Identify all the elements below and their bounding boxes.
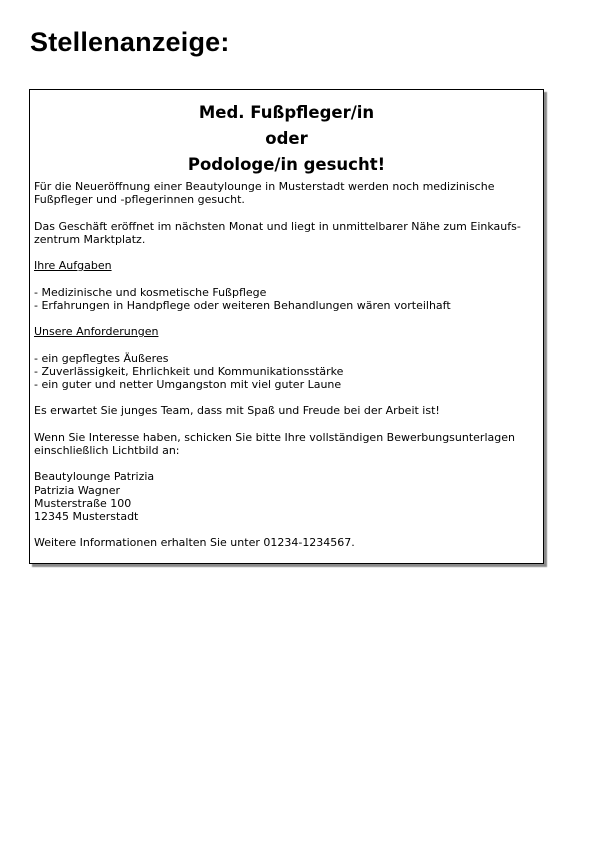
page-heading: Stellenanzeige: [30, 27, 230, 57]
address-line: Beautylounge Patrizia [34, 470, 155, 484]
list-item: - Medizinische und kosmetische Fußpflege [34, 285, 267, 299]
intro-paragraph [34, 180, 539, 206]
address-line: Patrizia Wagner [34, 483, 120, 497]
ad-title [30, 100, 543, 178]
text-line: zentrum Marktplatz. [34, 232, 146, 246]
list-item: - ein gepflegtes Äußeres [34, 351, 169, 365]
address-line: Musterstraße 100 [34, 496, 132, 510]
ad-title-line: Podologe/in gesucht! [187, 155, 386, 174]
job-ad-box [29, 89, 544, 564]
ad-title-line: Med. Fußpfleger/in [198, 103, 375, 122]
application-paragraph [34, 431, 539, 457]
text-line: einschließlich Lichtbild an: [34, 443, 180, 457]
list-item: - Zuverlässigkeit, Ehrlichkeit und Kommunikationsstärke [34, 364, 344, 378]
contact-paragraph [34, 536, 539, 549]
address-line: 12345 Musterstadt [34, 509, 139, 523]
requirements-list [34, 352, 539, 392]
requirements-heading: Unsere Anforderungen [34, 325, 159, 339]
text-line: Für die Neueröffnung einer Beautylounge in Musterstadt werden noch medizinische [34, 180, 495, 193]
text-line: Das Geschäft eröffnet im nächsten Monat und liegt in unmittelbarer Nähe zum Einkaufs- [34, 219, 521, 233]
text-line: Weitere Informationen erhalten Sie unter 01234-1234567. [34, 536, 355, 550]
list-item: - Erfahrungen in Handpflege oder weiteren Behandlungen wären vorteilhaft [34, 298, 451, 312]
text-line: Wenn Sie Interesse haben, schicken Sie bitte Ihre vollständigen Bewerbungsunterlagen [34, 430, 515, 444]
ad-body [34, 180, 539, 563]
tasks-heading: Ihre Aufgaben [34, 259, 112, 273]
tasks-list [34, 286, 539, 312]
text-line: Fußpfleger und -pflegerinnen gesucht. [34, 193, 245, 207]
ad-title-line: oder [265, 129, 308, 148]
address-block [34, 470, 539, 523]
tasks-heading-paragraph [34, 259, 539, 272]
requirements-heading-paragraph [34, 325, 539, 338]
team-paragraph [34, 404, 539, 417]
opening-paragraph [34, 220, 539, 246]
text-line: Es erwartet Sie junges Team, dass mit Spaß und Freude bei der Arbeit ist! [34, 404, 440, 418]
list-item: - ein guter und netter Umgangston mit viel guter Laune [34, 377, 342, 391]
